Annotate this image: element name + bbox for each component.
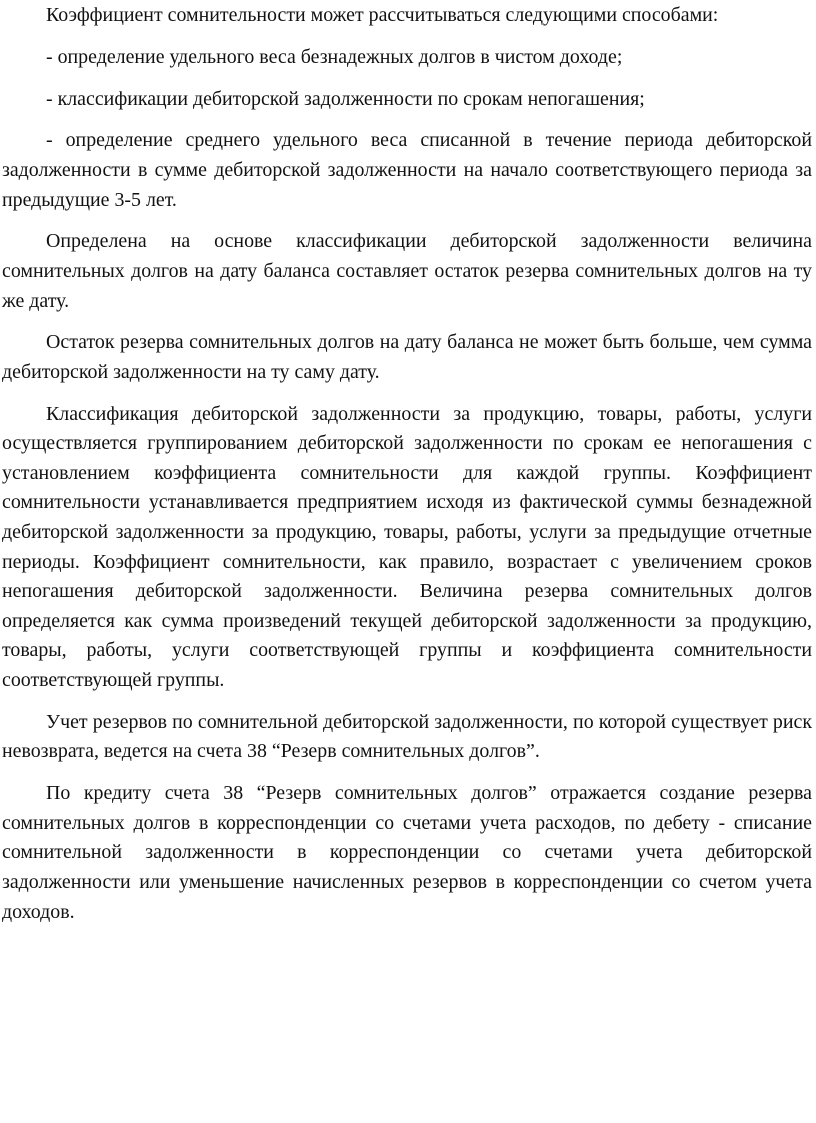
paragraph-method-average-written-off: - определение среднего удельного веса списанной в течение периода дебиторской задолженности в сумме дебиторской задолженности на начало соответствующего периода за предыдущие 3-5 лет. [2,129,812,211]
paragraph-method-classification: - классификации дебиторской задолженности по срокам непогашения; [46,87,645,110]
paragraph-account-38-accounting: Учет резервов по сомнительной дебиторской задолженности, по которой существует риск невозврата, ведется на счета 38 “Резерв сомнительных долгов”. [2,710,812,763]
paragraph-account-38-credit-debit: По кредиту счета 38 “Резерв сомнительных долгов” отражается создание резерва сомнительных долгов в корреспонденции со счетами учета расходов, по дебету - списание сомнительной задолженности в корреспонденции со счетами учета дебиторской задолженности или уменьшение начисленных резервов в корреспонденции со счетом учета доходов. [2,782,812,923]
paragraph-method-net-income-share: - определение удельного веса безнадежных долгов в чистом доходе; [46,45,623,68]
paragraph-reserve-limit: Остаток резерва сомнительных долгов на дату баланса не может быть больше, чем сумма дебиторской задолженности на ту саму дату. [2,331,812,383]
paragraph-receivables-classification: Классификация дебиторской задолженности за продукцию, товары, работы, услуги осуществляется группированием дебиторской задолженности по срокам ее непогашения с установлением коэффициента сомнительности для каждой группы. Коэффициент сомнительности устанавливается предприятием исходя из фактической суммы безнадежной дебиторской задолженности за продукцию, товары, работы, услуги за предыдущие отчетные периоды. Коэффициент сомнительности, как правило, возрастает с увеличением сроков непогашения дебиторской задолженности. Величина резерва сомнительных долгов определяется как сумма произведений текущей дебиторской задолженности за продукцию, товары, работы, услуги соответствующей группы и коэффициента сомнительности соответствующей группы. [2,402,812,691]
paragraph-doubtful-debts-amount: Определена на основе классификации дебиторской задолженности величина сомнительных долгов на дату баланса составляет остаток резерва сомнительных долгов на ту же дату. [2,230,812,312]
paragraph-doubtfulness-methods-intro: Коэффициент сомнительности может рассчитываться следующими способами: [46,4,719,26]
